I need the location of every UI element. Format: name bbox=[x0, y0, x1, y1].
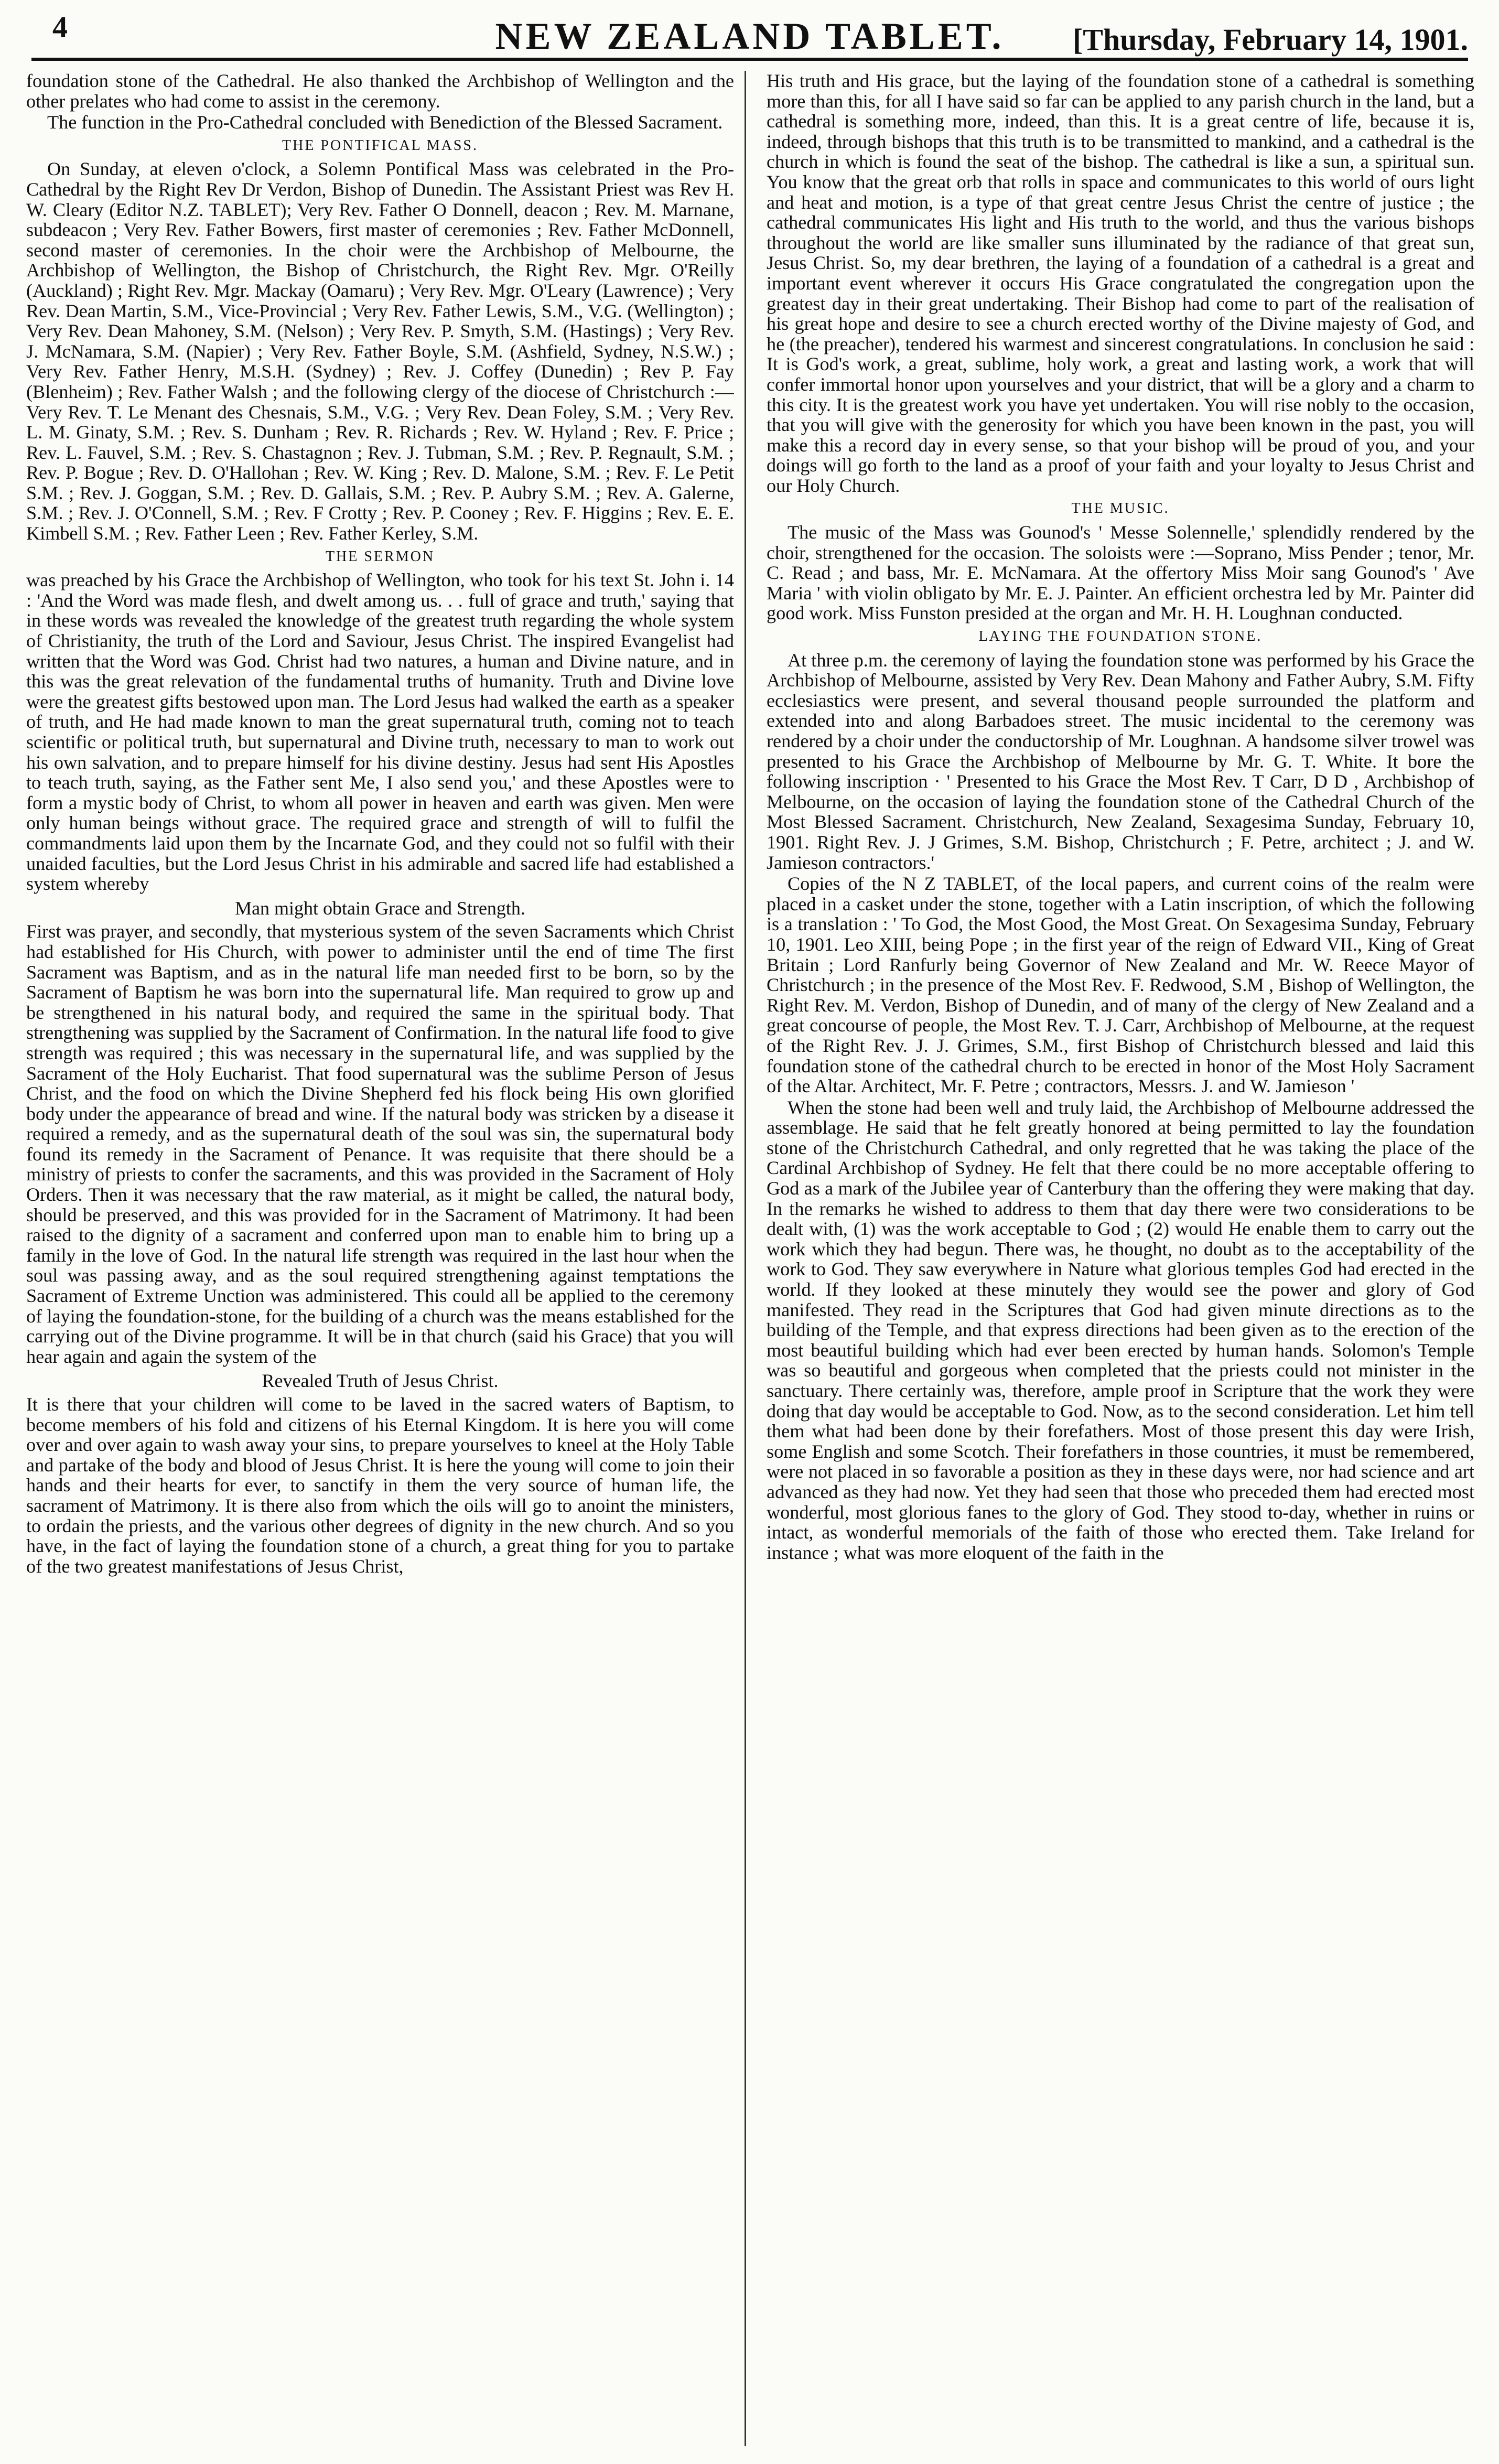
paragraph: It is there that your children will come to be laved in the sacred waters of Baptism, to become members of his fold and citizens of his Eternal Kingdom. It is here you will come over and over again to wash away your sins, to prepare yourselves to kneel at the Holy Table and partake of the body and blood of Jesus Christ. It is here the young will come to join their hands and their hearts for ever, to sanctify in them the very source of human life, the sacrament of Matrimony. It is there also from which the oils will go to anoint the ministers, to ordain the priests, and the various other degrees of dignity in the new church. And so you have, in the fact of laying the foundation stone of a church, a great thing for you to partake of the two greatest manifestations of Jesus Christ, bbox=[26, 1394, 734, 1577]
paragraph: The music of the Mass was Gounod's ' Messe Solennelle,' splendidly rendered by the choir, strengthened for the occasion. The soloists were :—Soprano, Miss Pender ; tenor, Mr. C. Read ; and bass, Mr. E. McNamara. At the offertory Miss Moir sang Gounod's ' Ave Maria ' with violin obligato by Mr. E. J. Painter. An efficient orchestra led by Mr. Painter did good work. Miss Funston presided at the organ and Mr. H. H. Loughnan conducted. bbox=[767, 522, 1474, 624]
paragraph: First was prayer, and secondly, that mysterious system of the seven Sacraments which Christ had established for His Church, with power to administer until the end of time The first Sacrament was Baptism, and as in the natural life man needed first to be born, so by the Sacrament of Baptism he was born into the supernatural life. Man required to grow up and be strengthened in his natural body, and required the same in the spiritual body. That strengthening was supplied by the Sacrament of Confirmation. In the natural life food to give strength was required ; this was necessary in the supernatural life, and was supplied by the Sacrament of the Holy Eucharist. That food supernatural was the sublime Person of Jesus Christ, and the food on which the Divine Shepherd fed his flock being His own glorified body under the appearance of bread and wine. If the natural body was stricken by a disease it required a remedy, and as the supernatural death of the soul was sin, the supernatural body found its remedy in the Sacrament of Penance. It was requisite that there should be a ministry of priests to confer the sacraments, and this was provided in the Sacrament of Holy Orders. Then it was necessary that the raw material, as it might be called, the natural body, should be preserved, and this was provided for in the Sacrament of Matrimony. It had been raised to the dignity of a sacrament and conferred upon man to enable him to bring up a family in the love of God. In the natural life strength was required in the last hour when the soul was passing away, and as the soul required strengthening against temptations the Sacrament of Extreme Unction was administered. This could all be applied to the ceremony of laying the foundation-stone, for the building of a church was the means established for the carrying out of the Divine programme. It will be in that church (said his Grace) that you will hear again and again the system of the bbox=[26, 921, 734, 1367]
paragraph: When the stone had been well and truly laid, the Archbishop of Melbourne addressed the assemblage. He said that he felt greatly honored at being permitted to lay the foundation stone of the Christchurch Cathedral, and only regretted that he was taking the place of the Cardinal Archbishop of Sydney. He felt that there could be no more acceptable offering to God as a mark of the Jubilee year of Canterbury than the offering they were making that day. In the remarks he wished to address to them that day there were two considerations to be dealt with, (1) was the work acceptable to God ; (2) would He enable them to carry out the work which they had begun. There was, he thought, no doubt as to the acceptability of the work to God. They saw everywhere in Nature what glorious temples God had erected in the world. If they looked at these minutely they would see the power and glory of God manifested. They read in the Scriptures that God had given minute directions as to the building of the Temple, and that express directions had been given as to the erection of the most beautiful building which had ever been erected by human hands. Solomon's Temple was so beautiful and gorgeous when completed that the priests could not minister in the sanctuary. There certainly was, therefore, ample proof in Scripture that the work they were doing that day would be acceptable to God. Now, as to the second consideration. Let him tell them what had been done by their forefathers. Most of those present this day were Irish, some English and some Scotch. Their forefathers in those countries, it must be remembered, were not placed in so favorable a position as they in these days were, nor had science and art advanced as they had now. Yet they had seen that those who preceded them had erected most wonderful, most glorious fanes to the glory of God. They stood to-day, whether in ruins or intact, as wonderful memorials of the faith of those who erected them. Take Ireland for instance ; what was more eloquent of the faith in the bbox=[767, 1096, 1474, 1563]
right-column bbox=[767, 71, 1474, 2446]
paragraph: foundation stone of the Cathedral. He also thanked the Archbishop of Wellington and the other prelates who had come to assist in the ceremony. bbox=[26, 71, 734, 112]
paragraph: was preached by his Grace the Archbishop of Wellington, who took for his text St. John i. 14 : 'And the Word was made flesh, and dwelt among us. . . full of grace and truth,' saying that in these words was revealed the knowledge of the greatest truth regarding the whole system of Christianity, the truth of the Lord and Saviour, Jesus Christ. The inspired Evangelist had written that the Word was God. Christ had two natures, a human and Divine nature, and in this was the great relevation of the fundamental truths of humanity. Truth and Divine love were the greatest gifts bestowed upon man. The Lord Jesus had walked the earth as a speaker of truth, and He had made known to man the great supernatural truth, coming not to teach scientific or political truth, but supernatural and Divine truth, necessary to man to work out his own salvation, and to prepare himself for his divine destiny. Jesus had sent His Apostles to teach truth, saying, as the Father sent Me, I also send you,' and these Apostles were to form a mystic body of Christ, to whom all power in heaven and earth was given. Men were only human beings without grace. The required grace and strength of will to fulfil the commandments laid upon them by the Incarnate God, and they could not so fulfil with their unaided faculties, but the Lord Jesus Christ in his admirable and sacred life had established a system whereby bbox=[26, 569, 734, 895]
paragraph: His truth and His grace, but the laying of the foundation stone of a cathedral is something more than this, for all I have said so far can be applied to any parish church in the land, but a cathedral is something more, indeed, than this. It is a great centre of life, because it is, indeed, through bishops that this truth is to be transmitted to mankind, and a cathedral is the church in which is found the seat of the bishop. The cathedral is like a sun, a spiritual sun. You know that the great orb that rolls in space and communicates to this world of ours light and heat and motion, is a type of that great centre Jesus Christ the centre of justice ; the cathedral communicates His light and His truth to the world, and thus the various bishops throughout the world are like smaller suns illuminated by the radiance of that great sun, Jesus Christ. So, my dear brethren, the laying of a foundation of a cathedral is a great and important event wherever it occurs His Grace congratulated the congregation upon the greatest day in their great undertaking. Their Bishop had come to part of the realisation of his great hope and desire to see a church erected worthy of the Divine majesty of God, and he (the preacher), tendered his warmest and sincerest congratulations. In conclusion he said : It is God's work, a great, sublime, holy work, a great and lasting work, a work that will confer immortal honor upon yourselves and your district, that will be a glory and a charm to this city. It is the greatest work you have yet undertaken. You will rise nobly to the occasion, that you will give with the generosity for which you have been known in the past, you will make this a record day in every sense, so that your bishop will be proud of you, and your doings will go forth to the land as a proof of your faith and your loyalty to Jesus Christ and our Holy Church. bbox=[767, 71, 1474, 496]
section-heading-sermon: THE SERMON bbox=[325, 548, 435, 565]
section-heading-music: THE MUSIC. bbox=[1071, 500, 1170, 517]
section-heading-foundation-stone: LAYING THE FOUNDATION STONE. bbox=[978, 628, 1263, 645]
page-number: 4 bbox=[52, 10, 68, 44]
newspaper-title: NEW ZEALAND TABLET. bbox=[495, 15, 1005, 57]
left-column bbox=[26, 71, 734, 2446]
paragraph: Copies of the N Z TABLET, of the local papers, and current coins of the realm were placed in a casket under the stone, together with a Latin inscription, of which the following is a translation : ' To God, the Most Good, the Most Great. On Sexagesima Sunday, February 10, 1901. Leo XIII, being Pope ; in the first year of the reign of Edward VII., King of Great Britain ; Lord Ranfurly being Governor of New Zealand and Mr. W. Reece Mayor of Christchurch ; in the presence of the Most Rev. F. Redwood, S.M , Bishop of Wellington, the Right Rev. M. Verdon, Bishop of Dunedin, and of many of the clergy of New Zealand and a great concourse of people, the Most Rev. T. J. Carr, Archbishop of Melbourne, at the request of the Right Rev. J. J. Grimes, S.M., first Bishop of Christchurch blessed and laid this foundation stone of the cathedral church to be erected in honor of the Most Holy Sacrament of the Altar. Architect, Mr. F. Petre ; contractors, Messrs. J. and W. Jamieson ' bbox=[767, 873, 1474, 1097]
issue-date: [Thursday, February 14, 1901. bbox=[1072, 23, 1468, 57]
masthead-rule bbox=[31, 58, 1468, 61]
paragraph: At three p.m. the ceremony of laying the foundation stone was performed by his Grace the Archbishop of Melbourne, assisted by Very Rev. Dean Mahony and Father Aubry, S.M. Fifty ecclesiastics were present, and several thousand people surrounded the platform and extended into and along Barbadoes street. The music incidental to the ceremony was rendered by a choir under the conductorship of Mr. Loughnan. A handsome silver trowel was presented to his Grace the Archbishop of Melbourne by Mr. G. T. White. It bore the following inscription · ' Presented to his Grace the Most Rev. T Carr, D D , Archbishop of Melbourne, on the occasion of laying the foundation stone of the Cathedral Church of the Most Blessed Sacrament. Christchurch, New Zealand, Sexagesima Sunday, February 10, 1901. Right Rev. J. J Grimes, S.M. Bishop, Christchurch ; F. Petre, architect ; J. and W. Jamieson contractors.' bbox=[767, 649, 1474, 873]
paragraph: On Sunday, at eleven o'clock, a Solemn Pontifical Mass was celebrated in the Pro-Cathedral by the Right Rev Dr Verdon, Bishop of Dunedin. The Assistant Priest was Rev H. W. Cleary (Editor N.Z. TABLET); Very Rev. Father O Donnell, deacon ; Rev. M. Marnane, subdeacon ; Very Rev. Father Bowers, first master of ceremonies ; Rev. Father McDonnell, second master of ceremonies. In the choir were the Archbishop of Melbourne, the Archbishop of Wellington, the Bishop of Christchurch, the Right Rev. Mgr. O'Reilly (Auckland) ; Right Rev. Mgr. Mackay (Oamaru) ; Very Rev. Mgr. O'Leary (Lawrence) ; Very Rev. Dean Martin, S.M., Vice-Provincial ; Very Rev. Father Lewis, S.M., V.G. (Wellington) ; Very Rev. Dean Mahoney, S.M. (Nelson) ; Very Rev. P. Smyth, S.M. (Hastings) ; Very Rev. J. McNamara, S.M. (Napier) ; Very Rev. Father Boyle, S.M. (Ashfield, Sydney, N.S.W.) ; Very Rev. Father Henry, M.S.H. (Sydney) ; Rev. J. Coffey (Dunedin) ; Rev P. Fay (Blenheim) ; Rev. Father Walsh ; and the following clergy of the diocese of Christchurch :—Very Rev. T. Le Menant des Chesnais, S.M., V.G. ; Very Rev. Dean Foley, S.M. ; Very Rev. L. M. Ginaty, S.M. ; Rev. S. Dunham ; Rev. R. Richards ; Rev. W. Hyland ; Rev. F. Price ; Rev. L. Fauvel, S.M. ; Rev. S. Chastagnon ; Rev. J. Tubman, S.M. ; Rev. P. Regnault, S.M. ; Rev. P. Bogue ; Rev. D. O'Hallohan ; Rev. W. King ; Rev. D. Malone, S.M. ; Rev. F. Le Petit S.M. ; Rev. J. Goggan, S.M. ; Rev. D. Gallais, S.M. ; Rev. P. Aubry S.M. ; Rev. A. Galerne, S.M. ; Rev. J. O'Connell, S.M. ; Rev. F Crotty ; Rev. P. Cooney ; Rev. F. Higgins ; Rev. E. E. Kimbell S.M. ; Rev. Father Leen ; Rev. Father Kerley, S.M. bbox=[26, 158, 734, 544]
column-divider bbox=[745, 71, 746, 2446]
subheading-grace: Man might obtain Grace and Strength. bbox=[235, 897, 525, 919]
paragraph: The function in the Pro-Cathedral concluded with Benediction of the Blessed Sacrament. bbox=[47, 112, 723, 133]
masthead bbox=[21, 5, 1479, 63]
subheading-truth: Revealed Truth of Jesus Christ. bbox=[262, 1370, 499, 1392]
section-heading-mass: THE PONTIFICAL MASS. bbox=[282, 137, 478, 154]
